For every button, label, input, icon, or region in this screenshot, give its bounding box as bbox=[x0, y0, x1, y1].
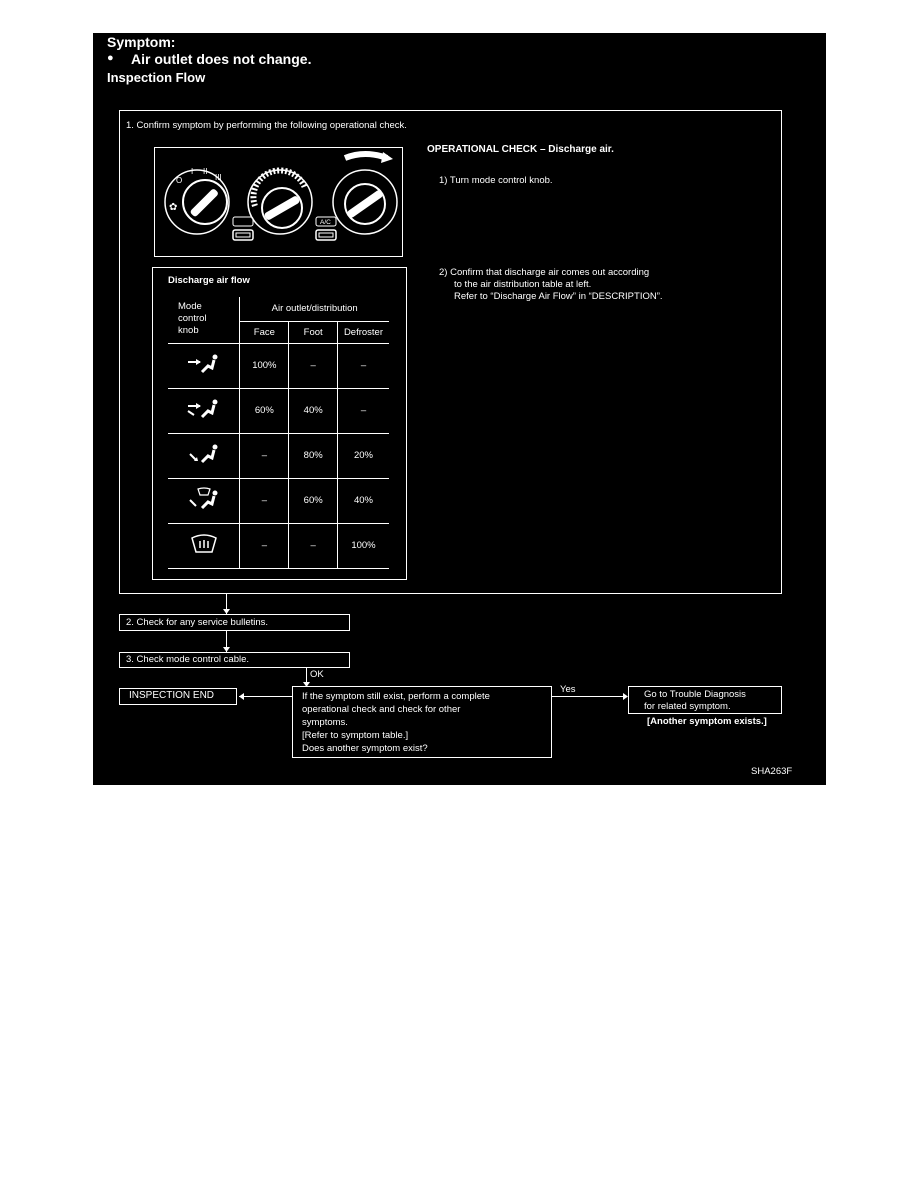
trouble-line2: for related symptom. bbox=[644, 701, 731, 712]
table-cell: 100% bbox=[337, 523, 389, 568]
mode-header-line2: control bbox=[178, 313, 207, 324]
col-face: Face bbox=[240, 321, 289, 343]
col-defroster: Defroster bbox=[337, 321, 389, 343]
arrowheads bbox=[93, 33, 826, 785]
svg-text:✿: ✿ bbox=[169, 202, 178, 213]
table-cell: 80% bbox=[289, 433, 338, 478]
svg-text:II: II bbox=[203, 167, 208, 176]
step2-text: 2. Check for any service bulletins. bbox=[126, 617, 269, 628]
figure-code: SHA263F bbox=[751, 766, 793, 777]
decision-line1: If the symptom still exist, perform a complete bbox=[302, 691, 490, 702]
table-cell: – bbox=[289, 523, 338, 568]
ac-label: A/C bbox=[320, 219, 331, 226]
table-row: 100% bbox=[240, 343, 289, 388]
symptom-label: Symptom: bbox=[107, 34, 176, 50]
table-cell: 40% bbox=[289, 388, 338, 433]
mode-header-line1: Mode bbox=[178, 301, 202, 312]
group-header: Air outlet/distribution bbox=[240, 297, 389, 321]
table-cell: – bbox=[240, 478, 289, 523]
yes-label: Yes bbox=[560, 684, 576, 695]
table-cell: – bbox=[240, 523, 289, 568]
bullet-icon: ● bbox=[107, 52, 114, 64]
decision-line5: Does another symptom exist? bbox=[302, 743, 428, 754]
diagram-panel bbox=[93, 33, 826, 785]
ok-label: OK bbox=[310, 669, 324, 680]
trouble-note: [Another symptom exists.] bbox=[647, 716, 767, 727]
inspection-end-text: INSPECTION END bbox=[129, 690, 215, 701]
inspection-flow-title: Inspection Flow bbox=[107, 70, 206, 85]
step1-text: 1. Confirm symptom by performing the following operational check. bbox=[126, 120, 407, 131]
table-cell: – bbox=[289, 343, 338, 388]
table-cell: 60% bbox=[289, 478, 338, 523]
check-step1: 1) Turn mode control knob. bbox=[439, 175, 553, 186]
decision-line2: operational check and check for other bbox=[302, 704, 461, 715]
svg-text:III: III bbox=[215, 173, 222, 182]
check-title: OPERATIONAL CHECK – Discharge air. bbox=[427, 144, 614, 155]
check-step2-line2: to the air distribution table at left. bbox=[454, 279, 592, 290]
trouble-line1: Go to Trouble Diagnosis bbox=[644, 689, 746, 700]
check-step2-line1: 2) Confirm that discharge air comes out according bbox=[439, 267, 650, 278]
table-cell: – bbox=[337, 388, 389, 433]
table-cell: – bbox=[240, 433, 289, 478]
table-cell: – bbox=[337, 343, 389, 388]
decision-line4: [Refer to symptom table.] bbox=[302, 730, 409, 741]
step3-text: 3. Check mode control cable. bbox=[126, 654, 250, 665]
table-cell: 40% bbox=[337, 478, 389, 523]
mode-header-line3: knob bbox=[178, 325, 199, 336]
table-cell: 20% bbox=[337, 433, 389, 478]
check-step2-line3: Refer to “Discharge Air Flow” in “DESCRIPTION”. bbox=[454, 291, 663, 302]
svg-text:O: O bbox=[176, 176, 183, 185]
symptom-text: Air outlet does not change. bbox=[131, 51, 312, 67]
decision-line3: symptoms. bbox=[302, 717, 348, 728]
col-foot: Foot bbox=[289, 321, 338, 343]
svg-text:I: I bbox=[191, 167, 194, 176]
table-cell: 60% bbox=[240, 388, 289, 433]
airflow-table-title: Discharge air flow bbox=[168, 275, 250, 286]
